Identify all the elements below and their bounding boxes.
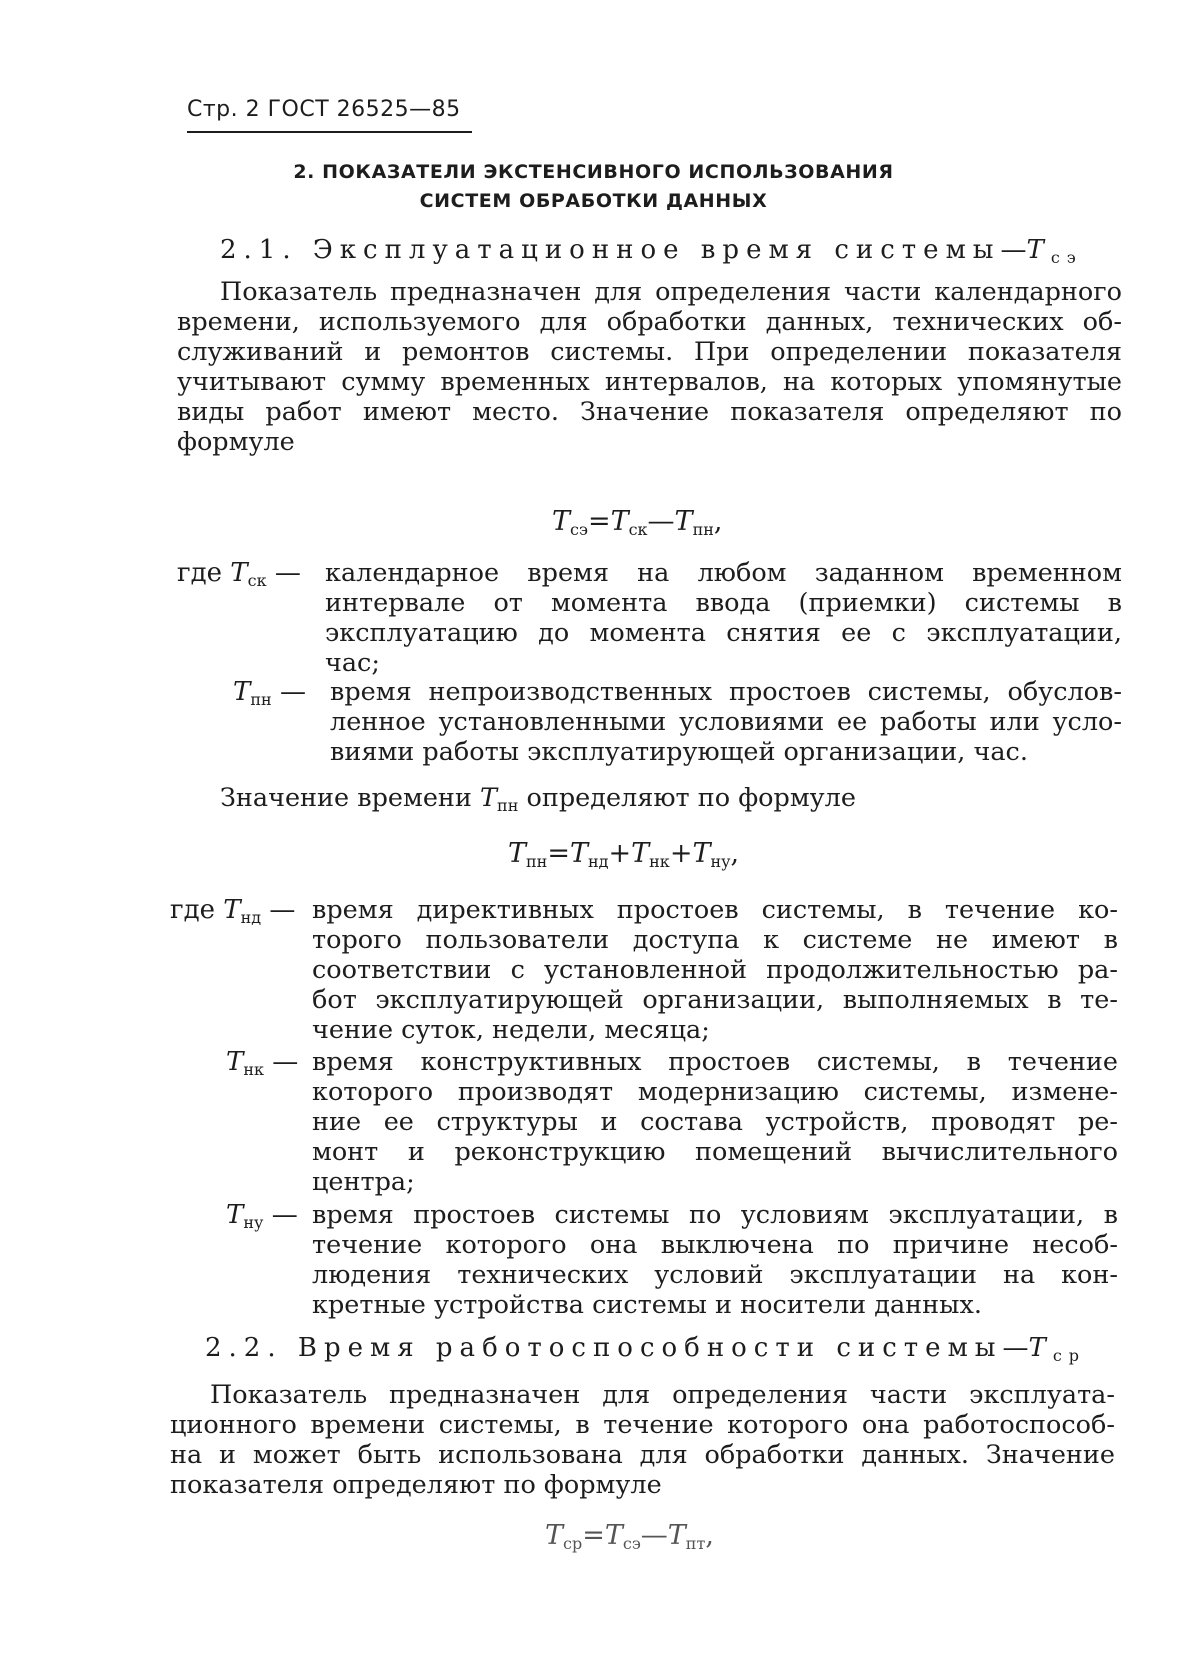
def-line: календарное время на любом заданном временном: [325, 558, 1122, 588]
def-line: бот эксплуатирующей организации, выполняемых в те-: [312, 985, 1118, 1015]
def-line: кретные устройства системы и носители данных.: [312, 1290, 982, 1320]
def-line: торого пользователи доступа к системе не имеют в: [312, 925, 1118, 955]
para-line: служиваний и ремонтов системы. При определении показателя: [177, 337, 1122, 367]
subsection-2-2-heading: 2.2. Время работоспособности $системы—T_{ср}$: [205, 1333, 1087, 1365]
subsection-2-1-heading: 2.1. Эксплуатационное время $системы—T_{сэ}$: [220, 235, 1083, 267]
formula-tpn: $T_{пн}=T_{нд}+T_{нк}+T_{ну}$,: [508, 838, 740, 871]
def-line: которого производят модернизацию системы, измене-: [312, 1077, 1118, 1107]
header-rule: [187, 131, 472, 133]
def-line: ленное установленными условиями ее работы или усло-: [330, 707, 1122, 737]
def-line: соответствии с установленной продолжительностью ра-: [312, 955, 1118, 985]
para-line: формуле: [177, 427, 295, 457]
def-label-tnd: где $T_{нд}$ —: [170, 895, 296, 927]
def-line: время директивных простоев системы, в течение ко-: [312, 895, 1118, 925]
page-header: Стр. 2 ГОСТ 26525—85: [187, 97, 461, 122]
def-line: время конструктивных простоев системы, в течение: [312, 1047, 1118, 1077]
def-line: ние ее структуры и состава устройств, проводят ре-: [312, 1107, 1118, 1137]
para-line: виды работ имеют место. Значение показателя определяют по: [177, 397, 1122, 427]
def-label-tnu: $T_{ну}$ —: [226, 1200, 298, 1232]
def-line: виями работы эксплуатирующей организации, час.: [330, 737, 1028, 767]
section-title-line2: СИСТЕМ ОБРАБОТКИ ДАННЫХ: [419, 190, 768, 212]
def-line: время простоев системы по условиям эксплуатации, в: [312, 1200, 1118, 1230]
def-line: час;: [325, 648, 380, 678]
def-label-tpn: $T_{пн}$ —: [233, 677, 306, 709]
def-line: время непроизводственных простоев системы, обуслов-: [330, 677, 1122, 707]
para-line: времени, используемого для обработки данных, технических об-: [177, 307, 1122, 337]
def-line: эксплуатацию до момента снятия ее с эксплуатации,: [325, 618, 1122, 648]
def-label-tnk: $T_{нк}$ —: [226, 1047, 299, 1079]
def-line: центра;: [312, 1167, 415, 1197]
def-line: течение которого она выключена по причине несоб-: [312, 1230, 1118, 1260]
section-title-line1: 2. ПОКАЗАТЕЛИ ЭКСТЕНСИВНОГО ИСПОЛЬЗОВАНИЯ: [293, 161, 894, 183]
para-line: ционного времени системы, в течение которого она работоспособ-: [170, 1410, 1115, 1440]
def-line: чение суток, недели, месяца;: [312, 1015, 710, 1045]
formula-tsr: $T_{ср}=T_{сэ}—T_{пт}$,: [545, 1520, 714, 1553]
para-line: показателя определяют по формуле: [170, 1470, 662, 1500]
para-line: учитывают сумму временных интервалов, на которых упомянутые: [177, 367, 1122, 397]
formula-tse: $T_{сэ}=T_{ск}—T_{пн}$,: [552, 506, 723, 539]
para-line: Показатель предназначен для определения части эксплуата-: [210, 1380, 1115, 1410]
tpn-intro: Значение времени $T_{пн}$ определяют по формуле: [220, 783, 856, 815]
para-line: на и может быть использована для обработки данных. Значение: [170, 1440, 1115, 1470]
def-label-tsk: где $T_{ск}$ —: [177, 558, 301, 590]
def-line: монт и реконструкцию помещений вычислительного: [312, 1137, 1118, 1167]
def-line: людения технических условий эксплуатации на кон-: [312, 1260, 1118, 1290]
para-line: Показатель предназначен для определения части календарного: [220, 277, 1122, 307]
def-line: интервале от момента ввода (приемки) системы в: [325, 588, 1122, 618]
